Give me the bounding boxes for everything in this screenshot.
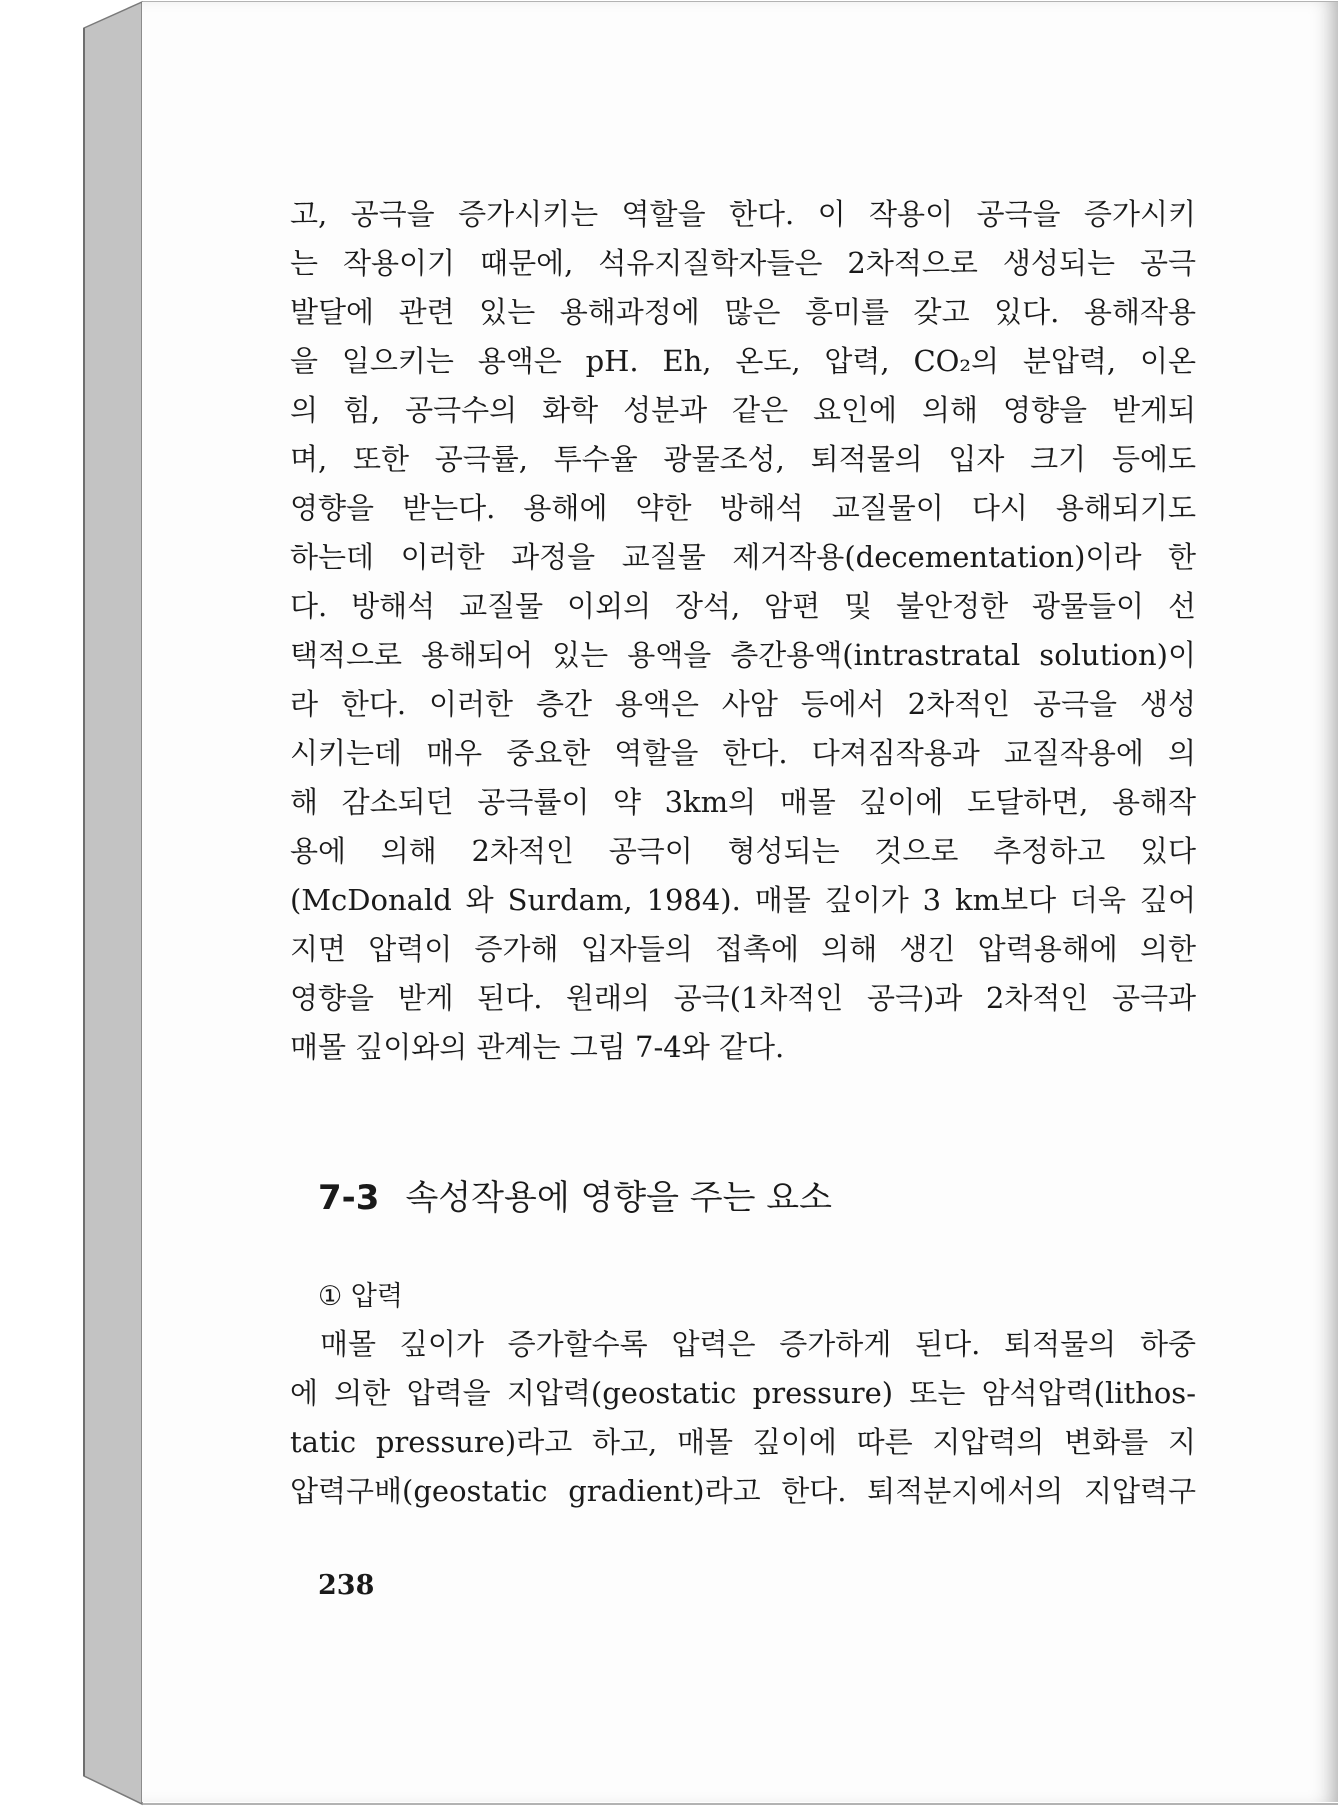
text-line: 영향을 받는다. 용해에 약한 방해석 교질물이 다시 용해되기도 — [290, 491, 1196, 525]
text-line: 다. 방해석 교질물 이외의 장석, 암편 및 불안정한 광물들이 선 — [290, 589, 1196, 623]
section-number: 7-3 — [318, 1178, 380, 1218]
text-line: 라 한다. 이러한 층간 용액은 사암 등에서 2차적인 공극을 생성 — [290, 687, 1196, 721]
subsection-heading: ① 압력 — [318, 1281, 403, 1312]
text-line: 며, 또한 공극률, 투수율 광물조성, 퇴적물의 입자 크기 등에도 — [290, 442, 1196, 476]
text-line: 하는데 이러한 과정을 교질물 제거작용(decementation)이라 한 — [290, 540, 1196, 574]
text-line: 는 작용이기 때문에, 석유지질학자들은 2차적으로 생성되는 공극 — [290, 246, 1196, 280]
text-line: 발달에 관련 있는 용해과정에 많은 흥미를 갖고 있다. 용해작용 — [290, 295, 1196, 329]
text-line: 고, 공극을 증가시키는 역할을 한다. 이 작용이 공극을 증가시키 — [290, 197, 1196, 231]
text-line: 택적으로 용해되어 있는 용액을 층간용액(intrastratal solution)이 — [290, 638, 1196, 672]
section-heading — [318, 1170, 832, 1219]
text-line: 지면 압력이 증가해 입자들의 접촉에 의해 생긴 압력용해에 의한 — [290, 932, 1196, 966]
text-line: 압력구배(geostatic gradient)라고 한다. 퇴적분지에서의 지압력구 — [290, 1474, 1196, 1508]
text-line: 매몰 깊이와의 관계는 그림 7-4와 같다. — [290, 1030, 785, 1064]
text-line: 의 힘, 공극수의 화학 성분과 같은 요인에 의해 영향을 받게되 — [290, 393, 1196, 427]
text-line: 매몰 깊이가 증가할수록 압력은 증가하게 된다. 퇴적물의 하중 — [320, 1327, 1196, 1361]
text-line: tatic pressure)라고 하고, 매몰 깊이에 따른 지압력의 변화를 지 — [290, 1425, 1196, 1459]
text-line: 해 감소되던 공극률이 약 3km의 매몰 깊이에 도달하면, 용해작 — [290, 785, 1196, 819]
text-line: 에 의한 압력을 지압력(geostatic pressure) 또는 암석압력(lithos- — [290, 1376, 1196, 1410]
text-line: 영향을 받게 된다. 원래의 공극(1차적인 공극)과 2차적인 공극과 — [290, 981, 1196, 1015]
text-line: (McDonald 와 Surdam, 1984). 매몰 깊이가 3 km보다 더욱 깊어 — [290, 883, 1196, 917]
section-title: 속성작용에 영향을 주는 요소 — [405, 1178, 832, 1218]
text-line: 을 일으키는 용액은 pH. Eh, 온도, 압력, CO₂의 분압력, 이온 — [290, 344, 1196, 378]
body-paragraph — [290, 190, 1196, 1072]
text-line: 시키는데 매우 중요한 역할을 한다. 다져짐작용과 교질작용에 의 — [290, 736, 1196, 770]
pressure-paragraph — [290, 1320, 1196, 1516]
text-line: 용에 의해 2차적인 공극이 형성되는 것으로 추정하고 있다 — [290, 834, 1196, 868]
page-number: 238 — [318, 1570, 375, 1601]
